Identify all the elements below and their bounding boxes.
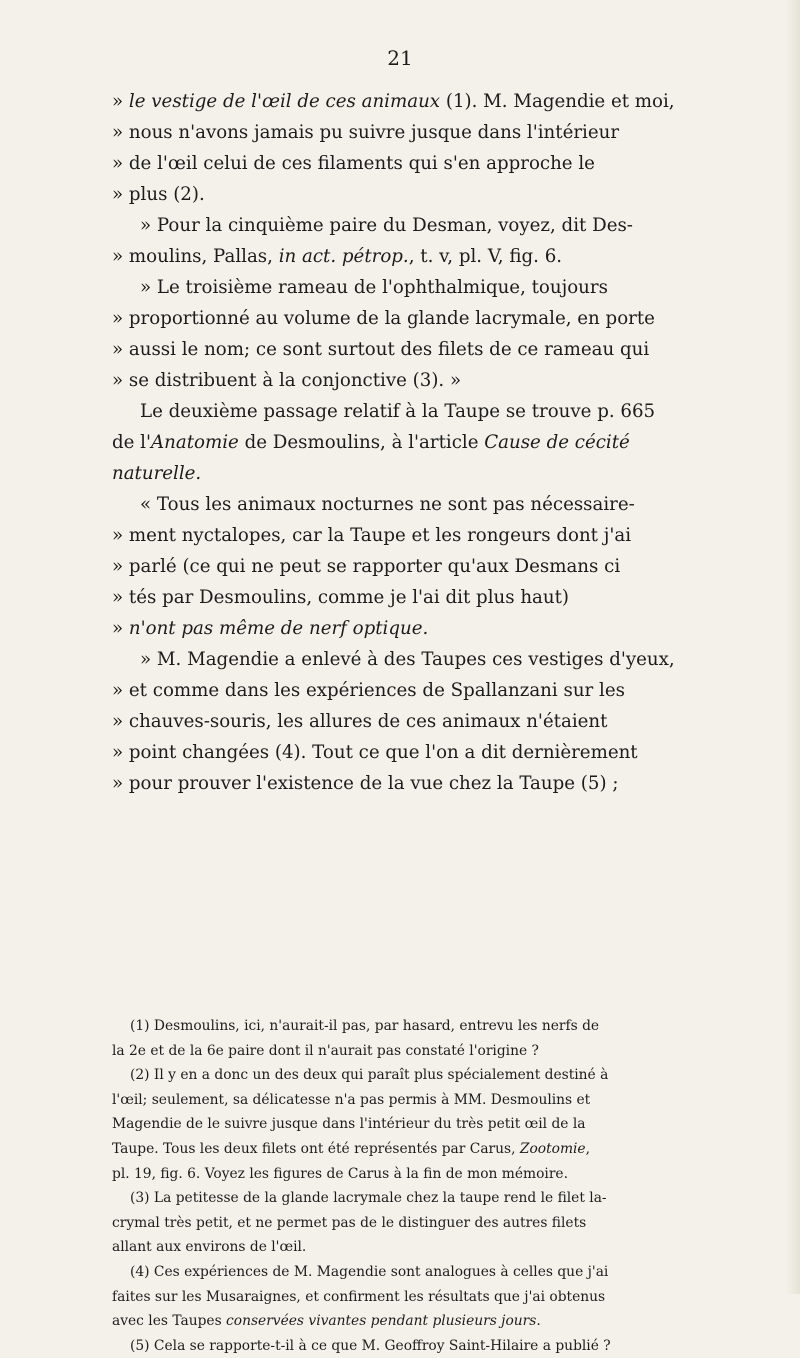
body-line (112, 117, 712, 148)
text-run: » tés par Desmoulins, comme je l'ai dit plus haut) (112, 587, 570, 608)
text-run: . (536, 1313, 541, 1330)
text-run: » point changées (4). Tout ce que l'on a dit dernièrement (112, 742, 638, 763)
text-run: avec les Taupes (112, 1313, 227, 1330)
text-run: » Pour la cinquième paire du Desman, voyez, dit Des- (140, 215, 633, 236)
text-run: , t. v, pl. V, fig. 6. (408, 246, 563, 267)
body-line (112, 675, 712, 706)
italic-text: in act. pétrop. (278, 246, 409, 267)
text-run: » et comme dans les expériences de Spallanzani sur les (112, 680, 625, 701)
text-run: Taupe. Tous les deux filets ont été représentés par Carus, (112, 1140, 520, 1157)
text-run: » ment nyctalopes, car la Taupe et les rongeurs dont j'ai (112, 525, 632, 546)
text-run: la 2e et de la 6e paire dont il n'aurait pas constaté l'origine ? (112, 1042, 539, 1059)
body-line (112, 706, 712, 737)
note-line (112, 1112, 720, 1137)
text-run: , (585, 1140, 590, 1157)
text-run: » (112, 91, 129, 112)
text-run: » nous n'avons jamais pu suivre jusque dans l'intérieur (112, 122, 620, 143)
main-text (112, 86, 712, 799)
note-line (112, 1039, 720, 1064)
text-run: (4) Ces expériences de M. Magendie sont analogues à celles que j'ai (130, 1263, 609, 1280)
note-line (112, 1162, 720, 1187)
text-run: pl. 19, fig. 6. Voyez les figures de Carus à la fin de mon mémoire. (112, 1165, 568, 1182)
note-line (112, 1235, 720, 1260)
note-line (112, 1260, 720, 1285)
text-run: » de l'œil celui de ces filaments qui s'en approche le (112, 153, 595, 174)
body-line (112, 210, 712, 241)
italic-text: Zootomie (519, 1140, 586, 1157)
body-line (112, 737, 712, 768)
note-line (112, 1211, 720, 1236)
note-line (112, 1014, 720, 1039)
italic-text: Cause de cécité (484, 432, 630, 453)
note-line (112, 1088, 720, 1113)
text-run: Le deuxième passage relatif à la Taupe se trouve p. 665 (140, 401, 656, 422)
body-line (112, 644, 712, 675)
body-line (112, 303, 712, 334)
body-line (112, 334, 712, 365)
body-line (112, 520, 712, 551)
body-line (112, 458, 712, 489)
italic-text: le vestige de l'œil de ces animaux (128, 91, 441, 112)
page-edge (786, 0, 800, 1294)
text-run: l'œil; seulement, sa délicatesse n'a pas permis à MM. Desmoulins et (112, 1091, 591, 1108)
text-run: (2) Il y en a donc un des deux qui paraît plus spécialement destiné à (130, 1067, 609, 1084)
footnotes (112, 1014, 720, 1358)
note-line (112, 1186, 720, 1211)
body-line (112, 148, 712, 179)
text-run: » chauves-souris, les allures de ces animaux n'étaient (112, 711, 608, 732)
text-run: crymal très petit, et ne permet pas de le distinguer des autres filets (112, 1214, 587, 1231)
text-run: (1). M. Magendie et moi, (440, 91, 675, 112)
text-run: (5) Cela se rapporte-t-il à ce que M. Geoffroy Saint-Hilaire a publié ? (130, 1337, 611, 1354)
text-run: (3) La petitesse de la glande lacrymale chez la taupe rend le filet la- (130, 1190, 607, 1207)
body-line (112, 489, 712, 520)
text-run: » moulins, Pallas, (112, 246, 279, 267)
text-run: » proportionné au volume de la glande lacrymale, en porte (112, 308, 655, 329)
body-line (112, 272, 712, 303)
body-line (112, 613, 712, 644)
note-line (112, 1309, 720, 1334)
italic-text: naturelle. (112, 463, 202, 484)
text-run: » M. Magendie a enlevé à des Taupes ces vestiges d'yeux, (140, 649, 675, 670)
text-run: faites sur les Musaraignes, et confirment les résultats que j'ai obtenus (112, 1288, 606, 1305)
body-line (112, 427, 712, 458)
body-line (112, 551, 712, 582)
text-run: » se distribuent à la conjonctive (3). » (112, 370, 462, 391)
text-run: » parlé (ce qui ne peut se rapporter qu'aux Desmans ci (112, 556, 621, 577)
text-run: » pour prouver l'existence de la vue chez la Taupe (5) ; (112, 773, 619, 794)
italic-text: n'ont pas même de nerf optique. (128, 618, 429, 639)
body-line (112, 582, 712, 613)
text-run: de Desmoulins, à l'article (238, 432, 485, 453)
italic-text: Anatomie (151, 432, 239, 453)
text-run: (1) Desmoulins, ici, n'aurait-il pas, par hasard, entrevu les nerfs de (130, 1018, 600, 1034)
note-line (112, 1137, 720, 1162)
text-run: » aussi le nom; ce sont surtout des filets de ce rameau qui (112, 339, 650, 360)
text-run: allant aux environs de l'œil. (112, 1239, 307, 1256)
body-line (112, 179, 712, 210)
body-line (112, 241, 712, 272)
note-line (112, 1063, 720, 1088)
page-number: 21 (387, 46, 413, 70)
text-run: » plus (2). (112, 184, 205, 205)
text-run: » (112, 618, 129, 639)
text-run: « Tous les animaux nocturnes ne sont pas nécessaire- (140, 494, 635, 515)
text-run: de l' (112, 432, 152, 453)
note-line (112, 1334, 720, 1358)
body-line (112, 86, 712, 117)
body-line (112, 768, 712, 799)
body-line (112, 396, 712, 427)
text-run: » Le troisième rameau de l'ophthalmique, toujours (140, 277, 608, 298)
text-run: Magendie de le suivre jusque dans l'intérieur du très petit œil de la (112, 1116, 586, 1133)
note-line (112, 1285, 720, 1310)
body-line (112, 365, 712, 396)
italic-text: conservées vivantes pendant plusieurs jours (226, 1313, 537, 1330)
